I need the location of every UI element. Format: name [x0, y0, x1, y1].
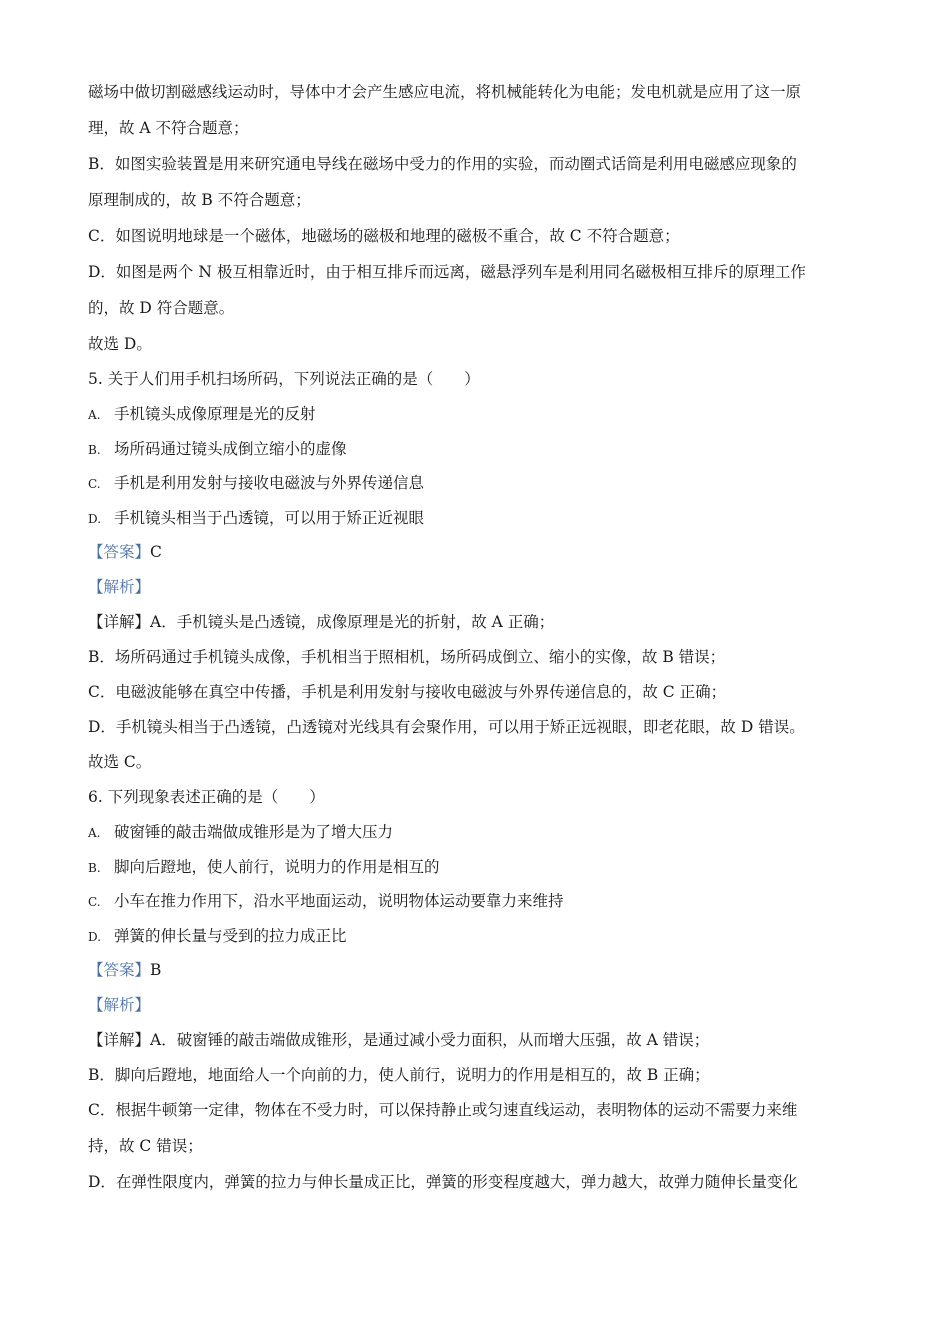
detail-line: C．根据牛顿第一定律，物体在不受力时，可以保持静止或匀速直线运动，表明物体的运动不需要力来维 — [88, 1101, 798, 1119]
detail-line: D．在弹性限度内，弹簧的拉力与伸长量成正比，弹簧的形变程度越大，弹力越大，故弹力随伸长量变化 — [88, 1173, 798, 1191]
option-text: 场所码通过镜头成倒立缩小的虚像 — [114, 440, 347, 458]
answer-value: C — [150, 543, 162, 561]
option-text: 手机镜头相当于凸透镜，可以用于矫正近视眼 — [114, 509, 425, 527]
question-5-option-c — [88, 473, 868, 494]
option-letter: C. — [88, 477, 101, 491]
detail-text: A．手机镜头是凸透镜，成像原理是光的折射，故 A 正确； — [150, 613, 555, 631]
question-5-stem: 5. 关于人们用手机扫场所码，下列说法正确的是（ ） — [88, 370, 480, 388]
option-text: 脚向后蹬地，使人前行，说明力的作用是相互的 — [114, 858, 440, 876]
answer-value: B — [150, 961, 162, 979]
detail-label: 【详解】 — [88, 1031, 151, 1049]
option-letter: B. — [88, 861, 101, 875]
question-6-option-b — [88, 857, 868, 878]
question-5-option-a — [88, 404, 868, 425]
option-letter: A. — [88, 408, 101, 422]
question-6-detail — [88, 1030, 868, 1050]
detail-line: D．手机镜头相当于凸透镜，凸透镜对光线具有会聚作用，可以用于矫正远视眼，即老花眼，故 D 错误。 — [88, 718, 805, 736]
paragraph-line: D．如图是两个 N 极互相靠近时，由于相互排斥而远离，磁悬浮列车是利用同名磁极相互排斥的原理工作 — [88, 263, 806, 281]
question-6-answer — [88, 960, 868, 980]
question-5-option-d — [88, 508, 868, 529]
option-letter: B. — [88, 443, 101, 457]
option-letter: A. — [88, 826, 101, 840]
question-5-detail — [88, 612, 868, 632]
detail-line: B．脚向后蹬地，地面给人一个向前的力，使人前行，说明力的作用是相互的，故 B 正确； — [88, 1066, 710, 1084]
answer-label: 【答案】 — [88, 543, 151, 561]
option-text: 手机镜头成像原理是光的反射 — [114, 405, 316, 423]
paragraph-line: C．如图说明地球是一个磁体，地磁场的磁极和地理的磁极不重合，故 C 不符合题意； — [88, 227, 680, 245]
conclusion-line: 故选 D。 — [88, 335, 152, 353]
detail-line: 持，故 C 错误； — [88, 1137, 203, 1155]
detail-line: C．电磁波能够在真空中传播，手机是利用发射与接收电磁波与外界传递信息的，故 C 正确； — [88, 683, 727, 701]
question-5-analysis-label: 【解析】 — [88, 578, 151, 596]
option-text: 破窗锤的敲击端做成锥形是为了增大压力 — [114, 823, 394, 841]
question-6-analysis-label: 【解析】 — [88, 996, 151, 1014]
paragraph-line: B．如图实验装置是用来研究通电导线在磁场中受力的作用的实验，而动圈式话筒是利用电磁感应现象的 — [88, 155, 797, 173]
option-letter: D. — [88, 512, 102, 526]
paragraph-line: 原理制成的，故 B 不符合题意； — [88, 191, 311, 209]
question-6-stem: 6. 下列现象表述正确的是（ ） — [88, 788, 325, 806]
conclusion-line: 故选 C。 — [88, 753, 152, 771]
detail-line: B．场所码通过手机镜头成像，手机相当于照相机，场所码成倒立、缩小的实像，故 B 错误； — [88, 648, 726, 666]
question-6-option-a — [88, 822, 868, 843]
question-6-option-d — [88, 926, 868, 947]
option-text: 手机是利用发射与接收电磁波与外界传递信息 — [114, 474, 425, 492]
question-6-option-c — [88, 891, 868, 912]
detail-text: A．破窗锤的敲击端做成锥形，是通过减小受力面积，从而增大压强，故 A 错误； — [150, 1031, 710, 1049]
paragraph-line: 磁场中做切割磁感线运动时，导体中才会产生感应电流，将机械能转化为电能；发电机就是应用了这一原 — [88, 83, 802, 101]
paragraph-line: 的，故 D 符合题意。 — [88, 299, 235, 317]
option-text: 小车在推力作用下，沿水平地面运动，说明物体运动要靠力来维持 — [114, 892, 564, 910]
option-text: 弹簧的伸长量与受到的拉力成正比 — [114, 927, 347, 945]
option-letter: D. — [88, 930, 102, 944]
paragraph-line: 理，故 A 不符合题意； — [88, 119, 249, 137]
answer-label: 【答案】 — [88, 961, 151, 979]
question-5-answer — [88, 542, 868, 562]
detail-label: 【详解】 — [88, 613, 151, 631]
question-5-option-b — [88, 439, 868, 460]
option-letter: C. — [88, 895, 101, 909]
